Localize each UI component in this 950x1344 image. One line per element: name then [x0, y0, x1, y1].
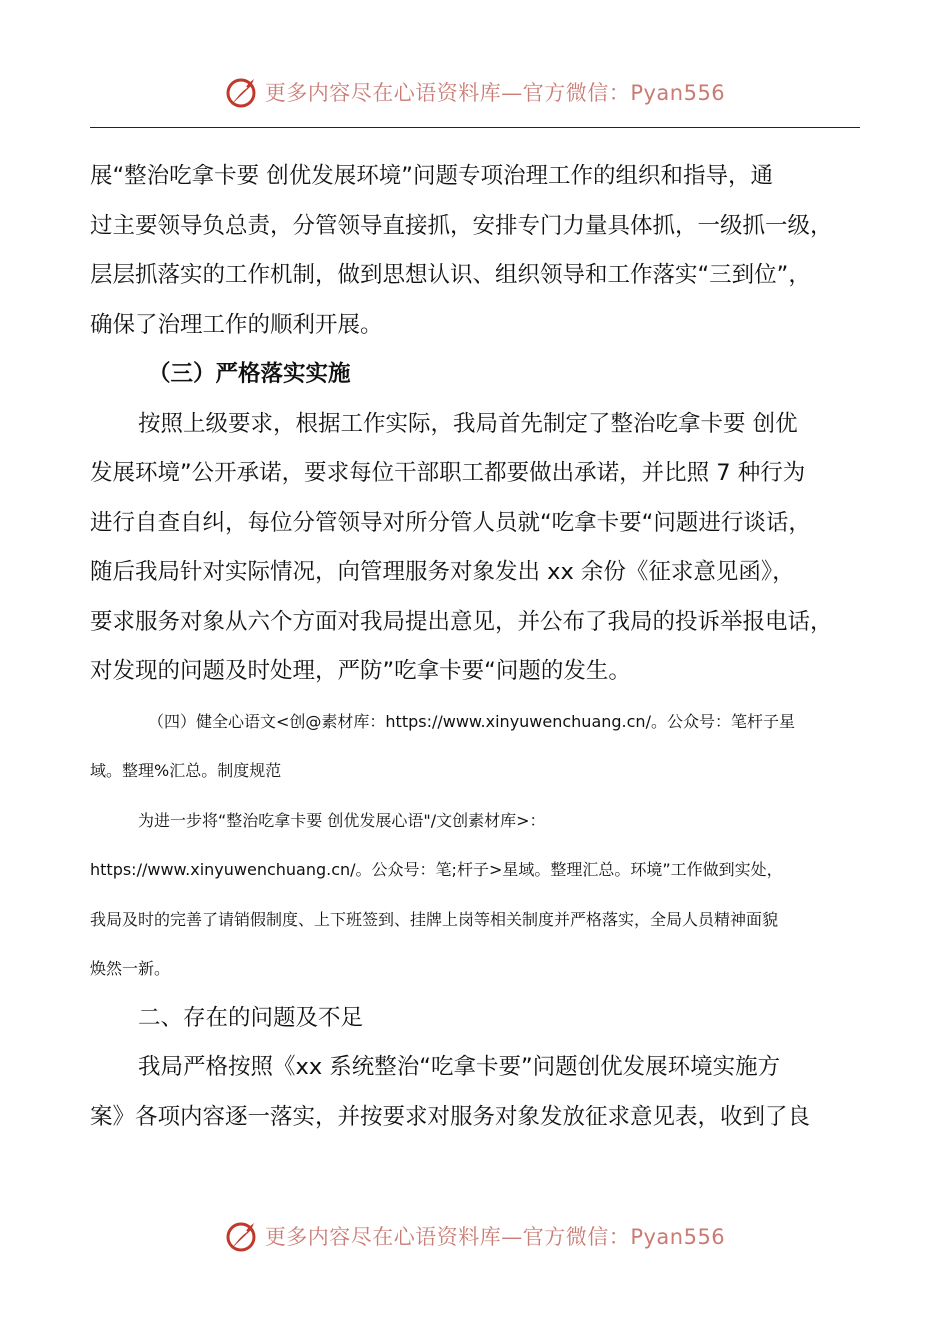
paragraph-line: 随后我局针对实际情况，向管理服务对象发出 xx 余份《征求意见函》， [90, 559, 795, 585]
paragraph-line: 我局严格按照《xx 系统整治“吃拿卡要”问题创优发展环境实施方 [138, 1054, 781, 1080]
section-heading: （三）严格落实实施 [148, 361, 351, 387]
paragraph-line: 确保了治理工作的顺利开展。 [90, 311, 383, 338]
paragraph-line: 案》各项内容逐一落实，并按要求对服务对象发放征求意见表，收到了良 [90, 1103, 811, 1130]
paragraph-line: 按照上级要求，根据工作实际，我局首先制定了整治吃拿卡要 创优 [138, 410, 798, 437]
paragraph-line: 发展环境”公开承诺，要求每位干部职工都要做出承诺，并比照 7 种行为 [90, 460, 806, 486]
paragraph-line: 要求服务对象从六个方面对我局提出意见，并公布了我局的投诉举报电话， [90, 608, 833, 635]
small-text-line: https://www.xinyuwenchuang.cn/。公众号：笔;杆子>星域。整理汇总。环境”工作做到实处， [90, 860, 783, 879]
small-text-line: 焕然一新。 [90, 959, 171, 978]
header-divider [90, 127, 860, 128]
quill-seal-logo [225, 1219, 259, 1253]
wechat-handle: Pyan556 [630, 81, 726, 105]
small-text-line: （四）健全心语文<创@素材库：https://www.xinyuwenchuang.cn/。公众号：笔杆子星 [148, 711, 795, 731]
small-text-line: 我局及时的完善了请销假制度、上下班签到、挂牌上岗等相关制度并严格落实，全局人员精神面貌 [90, 909, 779, 929]
paragraph-line: 展“整治吃拿卡要 创优发展环境”问题专项治理工作的组织和指导，通 [90, 163, 773, 189]
banner-text: 更多内容尽在心语资料库—官方微信：Pyan556 [264, 81, 726, 105]
paragraph-line: 对发现的问题及时处理，严防”吃拿卡要“问题的发生。 [90, 658, 631, 684]
quill-seal-logo [225, 75, 259, 109]
paragraph-line: 过主要领导负总责，分管领导直接抓，安排专门力量具体抓，一级抓一级， [90, 212, 833, 239]
small-text-line: 为进一步将“整治吃拿卡要 创优发展心语"/文创素材库>： [138, 810, 546, 830]
banner-text: 更多内容尽在心语资料库—官方微信：Pyan556 [264, 1225, 726, 1249]
footer-banner [0, 1214, 950, 1258]
wechat-handle: Pyan556 [630, 1225, 726, 1249]
small-text-line: 域。整理%汇总。制度规范 [90, 761, 282, 780]
section-heading: 二、存在的问题及不足 [138, 1004, 364, 1031]
paragraph-line: 层层抓落实的工作机制，做到思想认识、组织领导和工作落实“三到位”， [90, 262, 811, 288]
header-banner [0, 70, 950, 114]
document-body [90, 152, 870, 1142]
paragraph-line: 进行自查自纠，每位分管领导对所分管人员就“吃拿卡要“问题进行谈话， [90, 509, 811, 536]
